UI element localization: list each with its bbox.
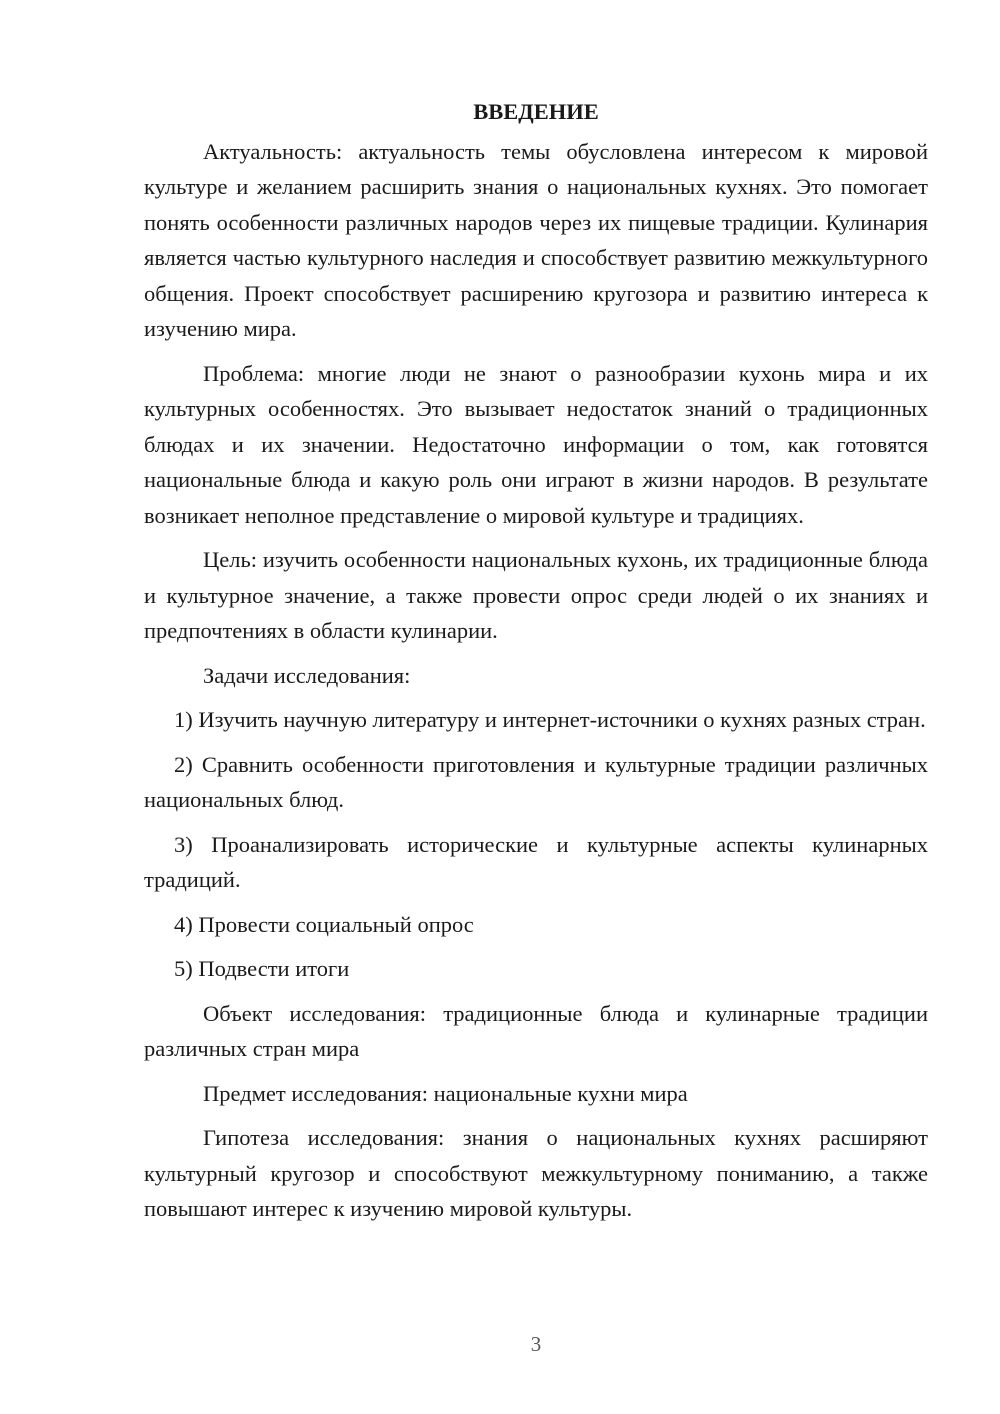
tasks-heading: Задачи исследования:	[203, 662, 411, 688]
relevance-paragraph: Актуальность: актуальность темы обусловлена интересом к мировой культуре и желанием расширить знания о национальных кухнях. Это помогает понять особенности различных народов через их пищевые традиции. Кулинария является частью культурного наследия и способствует развитию межкультурного общения. Проект способствует расширению кругозора и развитию интереса к изучению мира.	[144, 138, 928, 341]
task-item-1: 1) Изучить научную литературу и интернет-источники о кухнях разных стран.	[174, 707, 926, 732]
page-number: 3	[530, 1332, 542, 1356]
task-item-2: 2) Сравнить особенности приготовления и культурные традиции различных национальных блюд.	[144, 751, 928, 812]
task-item-4: 4) Провести социальный опрос	[174, 911, 474, 937]
hypothesis-paragraph: Гипотеза исследования: знания о национальных кухнях расширяют культурный кругозор и способствуют межкультурному пониманию, а также повышают интерес к изучению мировой культуры.	[144, 1125, 928, 1221]
task-item-3: 3) Проанализировать исторические и культурные аспекты кулинарных традиций.	[144, 831, 928, 892]
problem-paragraph: Проблема: многие люди не знают о разнообразии кухонь мира и их культурных особенностях. Это вызывает недостаток знаний о традиционных блюдах и их значении. Недостаточно информации о том, как готовятся национальные блюда и какую роль они играют в жизни народов. В результате возникает неполное представление о мировой культуре и традициях.	[144, 360, 928, 528]
object-paragraph: Объект исследования: традиционные блюда и кулинарные традиции различных стран мира	[144, 1000, 928, 1061]
section-title: ВВЕДЕНИЕ	[473, 99, 599, 124]
task-item-5: 5) Подвести итоги	[174, 956, 350, 981]
document-body	[144, 94, 928, 1227]
goal-paragraph: Цель: изучить особенности национальных кухонь, их традиционные блюда и культурное значение, а также провести опрос среди людей о их знаниях и предпочтениях в области кулинарии.	[144, 547, 928, 643]
subject-paragraph: Предмет исследования: национальные кухни мира	[203, 1080, 688, 1106]
